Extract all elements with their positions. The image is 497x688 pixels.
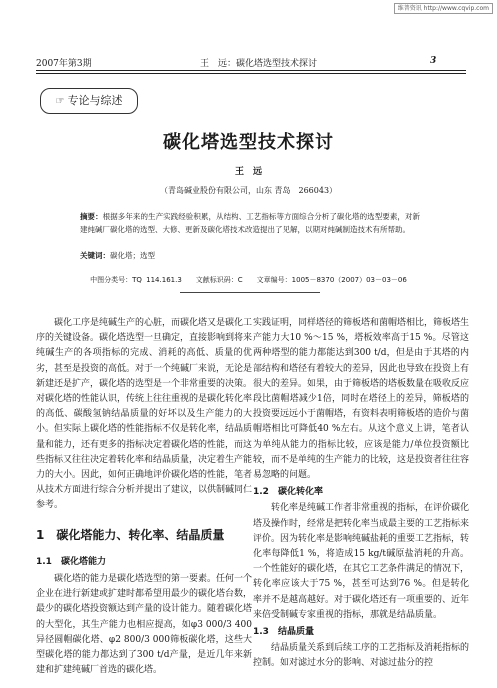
abstract-label: 摘要：	[80, 212, 103, 221]
column-label: 专论与综述	[67, 94, 123, 107]
abstract-text: 根据多年来的生产实践经验积累，从结构、工艺指标等方面综合分析了碳化塔的选型要素，对新建纯碱厂碳化塔的选型、大修、更新及碳化塔技术改造提出了见解，以期对纯碱制造技术有所帮助。	[80, 212, 420, 234]
author: 王 远	[234, 167, 262, 177]
abstract	[80, 210, 420, 236]
right-para-continued: 实践证明，同样塔径的筛板塔和菌帽塔相比，筛板塔生产能力大10 %～15 %，塔板效率高于15 %。尽管这两种塔型的能力都能达到300 t/d，但是由于其塔的内部结构和塔径有着较大的差异，因此也导致在投资上有很大的差异。如果，由于筛板塔的塔板数量在吸收反应段比菌帽塔减少1倍，同时在塔径上的差异，筛板塔的投资要远远小于菌帽塔，有资料表明筛板塔的造价与菌帽塔相比可降低40 %左右。从这个意义上讲，笔者认为单纯从能力的指标比较，应该是能力/单位投资额比较，而不是单纯的生产能力的比较，这是投资者往往容易忽略的问题。	[253, 318, 470, 481]
keywords-text: 碳化塔；选型	[110, 251, 155, 260]
issue-label: 2007年第3期	[36, 59, 92, 69]
section-1-2-heading: 1.2 碳化转化率	[253, 487, 323, 498]
intro-paragraph: 碳化工序是纯碱生产的心脏，而碳化塔又是碳化工序的关键设备。碳化塔选型一旦确定，直接影响到将来纯碱生产的各项指标的完成、消耗的高低、质量的优劣，甚至是投资的高低。对于一个纯碱厂来说，无论是新建还是扩产，碳化塔的选型是一个非常重要的决策。对碳化塔的性能认识，传统上往往重视的是碳化转化率的高低、碳酸氢钠结晶质量的好坏以及生产能力的大小。但实际上碳化塔的性能指标不仅是转化率，结晶质量和能力，还有更多的指标决定着碳化塔的性能，而这些指标又往往决定着转化率和结晶质量，决定着生产能力的大小。因此，如何正确地评价碳化塔的性能，笔者从技术方面进行综合分析并提出了建议，以供制碱同仁参考。	[36, 318, 253, 511]
page-number: 3	[430, 56, 437, 66]
section-1-1-heading: 1.1 碳化塔能力	[36, 556, 106, 567]
header-rule-2	[36, 73, 466, 74]
header-rule	[36, 70, 466, 71]
column-bullet-icon: ☞	[55, 96, 65, 107]
running-title: 王 远：碳化塔选型技术探讨	[200, 59, 318, 69]
section-1-3-paragraph: 结晶质量关系到后续工序的工艺指标及消耗指标的控制。如对滤过水分的影响、对滤过盐分的控	[253, 643, 470, 669]
keywords	[80, 250, 155, 261]
column-label-box	[40, 88, 138, 114]
keywords-label: 关键词：	[80, 251, 110, 260]
right-column	[253, 316, 469, 672]
left-column	[36, 316, 252, 678]
section-1-1-paragraph: 碳化塔的能力是碳化塔选型的第一要素。任何一个企业在进行新建或扩建时都希望用最少的碳化塔台数，最少的碳化塔投资额达到产量的设计能力。随着碳化塔的大型化，其生产能力也相应提高，如φ3 000/3 400异径圆帽碳化塔、φ2 800/3 000筛板碳化塔，这些大型碳化塔的能力都达到了300 t/d产量，是近几年来新建和扩建纯碱厂首选的碳化塔。	[36, 574, 253, 676]
affiliation: （青岛碱业股份有限公司，山东 青岛 266043）	[159, 186, 338, 195]
section-1-heading: 1 碳化塔能力、转化率、结晶质量	[36, 527, 225, 542]
section-1-2-paragraph: 转化率是纯碱工作者非常重视的指标，在评价碳化塔及操作时，经常是把转化率当成最主要的工艺指标来评价。因为转化率是影响纯碱盐耗的重要工艺指标，转化率每降低1 %，将造成15 kg/t碱原盐消耗的升高。一个性能好的碳化塔，在其它工艺条件满足的情况下，转化率应该大于75 %，甚至可达到76 %。但是转化率并不是越高越好。对于碳化塔还有一项重要的、近年来倍受制碱专家重视的指标，那就是结晶质量。	[253, 503, 470, 620]
watermark: 维普资讯 http://www.cqvip.com	[394, 3, 493, 14]
article-title: 碳化塔选型技术探讨	[163, 132, 334, 153]
section-1-3-heading: 1.3 结晶质量	[253, 627, 314, 638]
classification-line: 中图分类号：TQ 114.161.3 文献标识码：C 文章编号：1005－8370（2007）03－03－06	[90, 276, 407, 284]
section-rule	[180, 292, 320, 293]
